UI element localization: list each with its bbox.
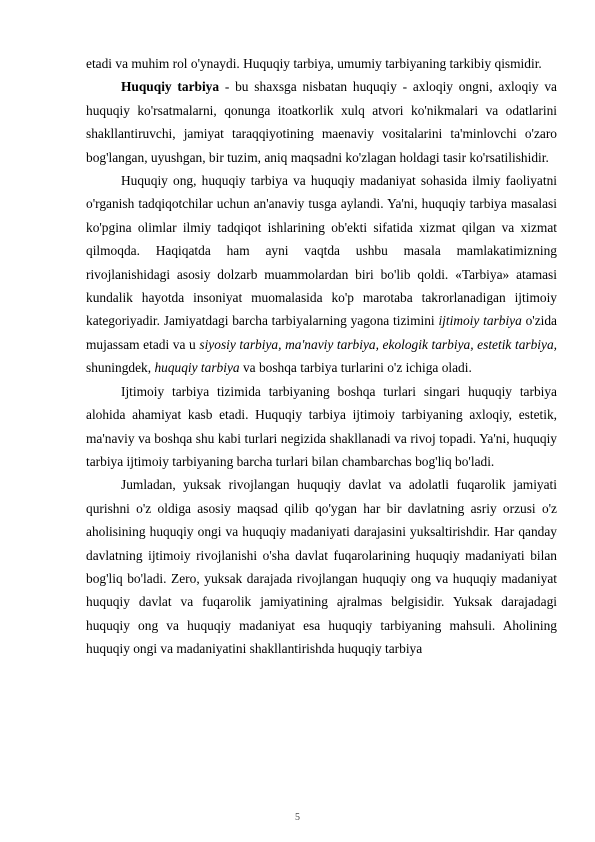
paragraph-legal-state: Jumladan, yuksak rivojlangan huquqiy davlat va adolatli fuqarolik jamiyati qurishni o'z oldiga asosiy maqsad qilib qo'ygan har bir davlatning asriy orzusi o'z aholisining huquqiy ongi va huquqiy madaniyati darajasini yuksaltirishdir. Har qanday davlatning ijtimoiy rivojlanishi o'sha davlat fuqarolarining huquqiy madaniyati bilan bog'liq bo'ladi. Zero, yuksak darajada rivojlangan huquqiy ong va huquqiy madaniyat huquqiy davlat va fuqarolik jamiyatining ajralmas belgisidir. Yuksak darajadagi huquqiy ong va huquqiy madaniyat esa huquqiy tarbiyaning mahsuli. Aholining huquqiy ongi va madaniyatini shakllantirishda huquqiy tarbiya — [86, 477, 557, 657]
definition-text: - bu shaxsga nisbatan huquqiy - axloqiy ongni, axloqiy va huquqiy ko'rsatmalarni, qonunga itoatkorlik xulq atvori ko'nikmalari va odatlarini shakllantiruvchi, jamiyat taraqqiyotining maenaviy vositalarini ta'minlovchi o'zaro bog'langan, uyushgan, bir tuzim, aniq maqsadni ko'zlagan holdagi tasir ko'rsatilishidir. — [86, 79, 557, 165]
paragraph-text: o'zida mujassam etadi va u — [86, 313, 557, 352]
page-number: 5 — [295, 812, 300, 823]
paragraph-definition — [86, 75, 557, 169]
definition-term: Huquqiy tarbiya — [121, 79, 220, 95]
paragraph-social-upbringing: Ijtimoiy tarbiya tizimida tarbiyaning boshqa turlari singari huquqiy tarbiya alohida ahamiyat kasb etadi. Huquqiy tarbiya ijtimoiy tarbiyaning axloqiy, estetik, ma'naviy va boshqa shu kabi turlari negizida shakllanadi va rivoj topadi. Ya'ni, huquqiy tarbiya ijtimoiy tarbiyaning barcha turlari bilan chambarchas bog'liq bo'ladi. — [86, 383, 557, 469]
paragraph-research — [86, 169, 557, 380]
page-body — [86, 52, 557, 661]
paragraph-text: Huquqiy ong, huquqiy tarbiya va huquqiy madaniyat sohasida ilmiy faoliyatni o'rganish tadqiqotchilar uchun an'anaviy tusga aylandi. Ya'ni, huquqiy tarbiya masalasi ko'pgina olimlar ilmiy tadqiqot ishlarining ob'ekti sifatida xizmat qilgan va xizmat qilmoqda. Haqiqatda ham ayni vaqtda ushbu masala mamlakatimizning rivojlanishidagi asosiy dolzarb muammolardan biri bo'lib qoldi. «Tarbiya» atamasi kundalik hayotda insoniyat muomalasida ko'p marotaba takrorlanadigan ijtimoiy kategoriyadir. Jamiyatdagi barcha tarbiyalarning yagona tizimini — [86, 173, 557, 329]
italic-term: huquqiy tarbiya — [154, 360, 240, 376]
paragraph-continuation: etadi va muhim rol o'ynaydi. Huquqiy tarbiya, umumiy tarbiyaning tarkibiy qismidir. — [86, 56, 542, 71]
paragraph-text: va boshqa tarbiya turlarini o'z ichiga oladi. — [239, 360, 472, 376]
paragraph-text: shuningdek, — [86, 360, 155, 376]
italic-term: ijtimoiy tarbiya — [438, 313, 522, 329]
italic-term: siyosiy tarbiya, ma'naviy tarbiya, ekologik tarbiya, estetik tarbiya, — [199, 336, 558, 352]
